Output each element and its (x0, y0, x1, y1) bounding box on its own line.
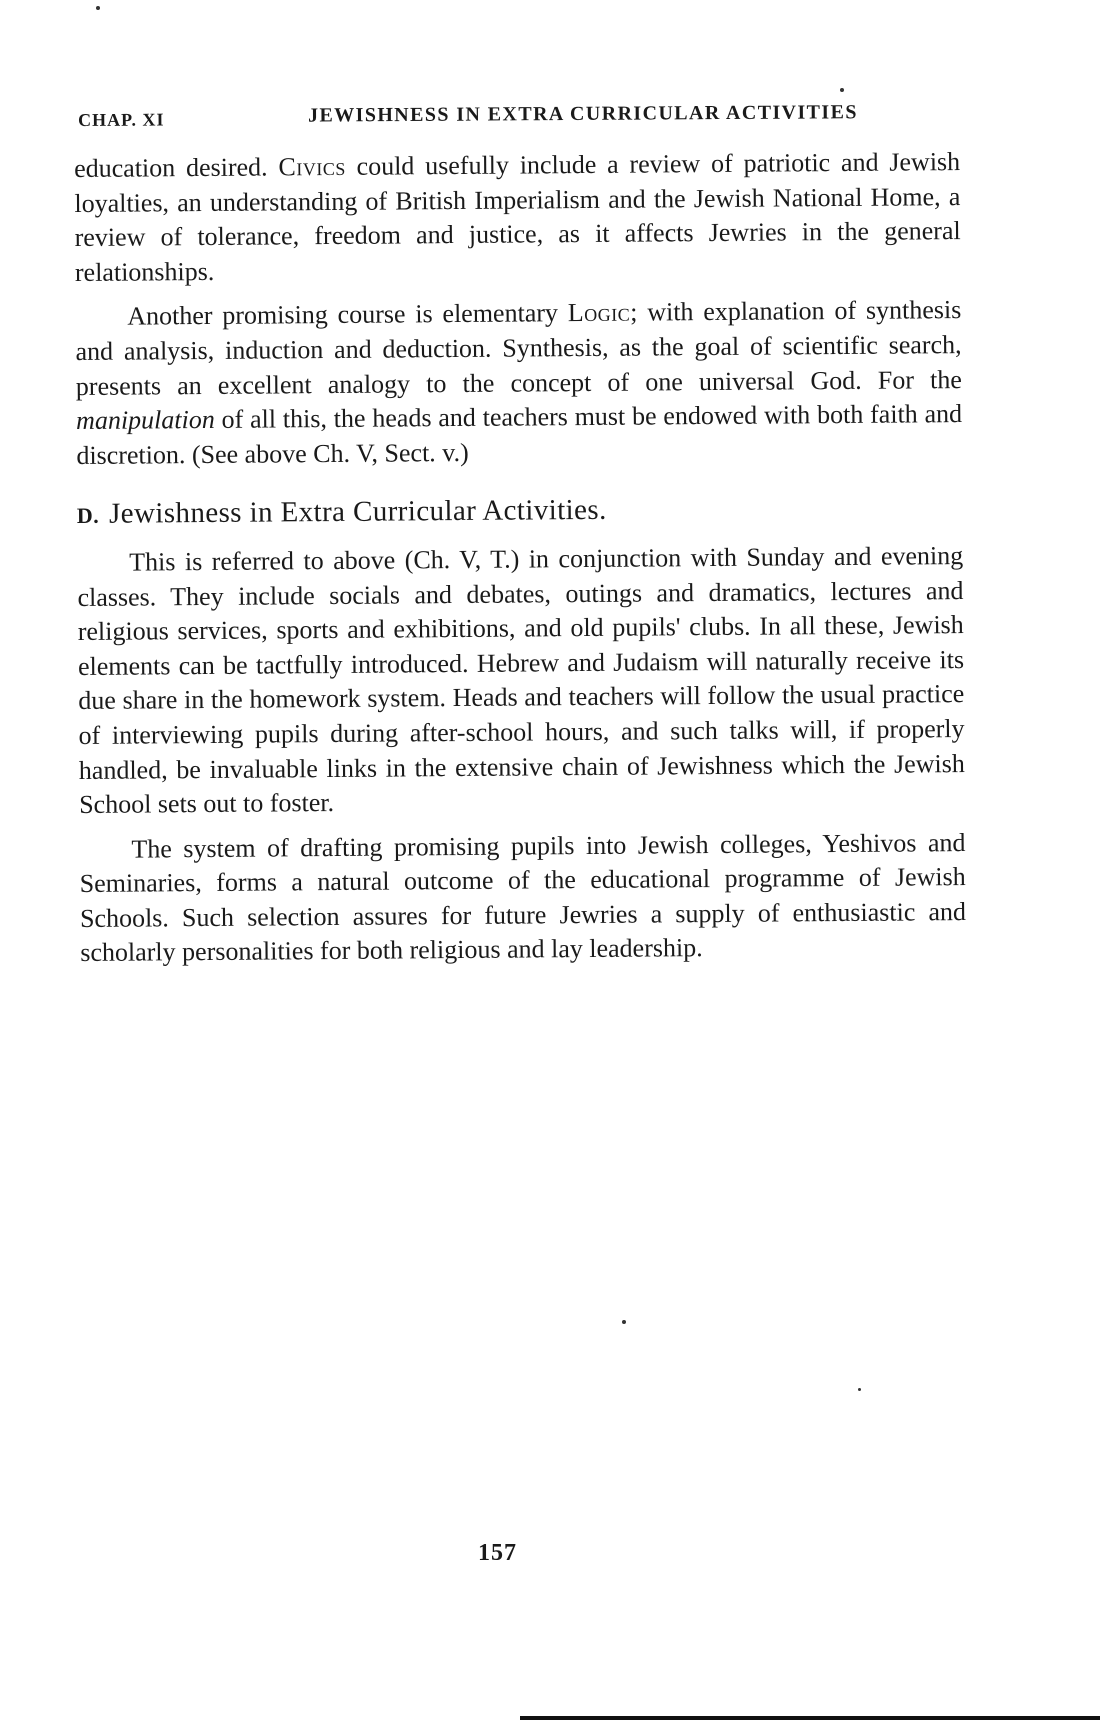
paragraph-logic (75, 293, 962, 473)
scan-speck (840, 88, 844, 92)
paragraph-logic-part1: Another promising course is elementary (127, 298, 559, 331)
logic-term: Logic (567, 298, 631, 328)
paragraph-drafting: The system of drafting promising pupils into Jewish colleges, Yeshivos and Seminaries, forms a natural outcome of the educational programme of Jewish Schools. Such selection assures for future Jewries a supply of enthusiastic and scholarly personalities for both religious and lay leadership. (79, 827, 967, 968)
scan-speck (96, 6, 100, 10)
scan-speck (858, 1388, 861, 1391)
running-head (78, 101, 966, 140)
page-number: 157 (478, 1540, 517, 1566)
paragraph-civics-part2: could usefully include a review of patriotic and Jewish loyalties, an understanding of British Imperialism and the Jewish National Home, a review of tolerance, freedom and justice, as it affects Jewries in the general relationships. (74, 147, 961, 287)
body-text (74, 145, 966, 971)
paragraph-logic-part3: of all this, the heads and teachers must be endowed with both faith and discretion. (See above Ch. V, Sect. v.) (76, 399, 963, 470)
section-heading (77, 490, 963, 534)
scan-speck (622, 1320, 626, 1324)
manipulation-term: manipulation (75, 405, 215, 436)
paragraph-logic-part2: ; with explanation of synthesis and analysis, induction and deduction. Synthesis, as the goal of scientific search, presents an excellent analogy to the concept of one universal God. For the (75, 295, 962, 401)
chapter-label: CHAP. XI (78, 109, 165, 130)
paragraph-civics (74, 145, 961, 290)
section-title: Jewishness in Extra Curricular Activities. (108, 494, 607, 531)
paragraph-civics-part1: education desired. (74, 152, 268, 183)
paragraph-activities: This is referred to above (Ch. V, T.) in conjunction with Sunday and evening classes. They include socials and debates, outings and dramatics, lectures and religious services, sports and exhibitions, and old pupils' clubs. In all these, Jewish elements can be tactfully introduced. Hebrew and Judaism will naturally receive its due share in the homework system. Heads and teachers will follow the usual practice of interviewing pupils during after-school hours, and such talks will, if properly handled, be invaluable links in the extensive chain of Jewishness which the Jewish School sets out to foster. (77, 540, 965, 820)
section-letter: D. (76, 503, 100, 529)
civics-term: Civics (278, 151, 346, 182)
running-title: JEWISHNESS IN EXTRA CURRICULAR ACTIVITIES (307, 101, 858, 127)
scan-edge-line (520, 1716, 1100, 1720)
